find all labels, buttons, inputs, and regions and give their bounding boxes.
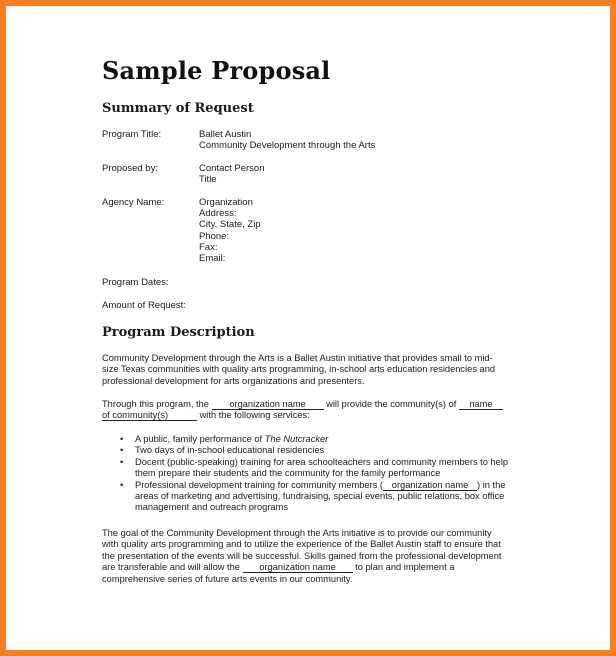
list-item <box>118 434 518 445</box>
paragraph-line <box>102 410 522 421</box>
paragraph-line: with quality arts programming and to utilize the experience of the Ballet Austin staff to ensure that <box>102 539 501 550</box>
proposed-by-line-2: Title <box>199 174 217 185</box>
community-name-blank: name <box>459 400 503 410</box>
summary-heading: Summary of Request <box>102 101 254 116</box>
list-item <box>118 457 518 480</box>
program-dates-label: Program Dates: <box>102 277 169 288</box>
proposed-by-label: Proposed by: <box>102 163 158 174</box>
description-paragraph-3 <box>102 528 522 585</box>
paragraph-line <box>102 399 522 410</box>
list-item-text: them prepare their students and the community for the family performance <box>135 468 441 479</box>
paragraph-line <box>102 562 522 573</box>
list-item <box>118 480 518 514</box>
paragraph-line: Community Development through the Arts is a Ballet Austin initiative that provides small to mid- <box>102 353 493 363</box>
services-list <box>118 434 518 514</box>
paragraph-line: the presentation of the events will be successful. Skills gained from the professional development <box>102 550 502 561</box>
list-item-text: Two days of in-school educational residencies <box>135 445 325 456</box>
list-item <box>118 445 518 456</box>
bullet-icon: • <box>120 479 124 490</box>
proposed-by-line-1: Contact Person <box>199 163 265 174</box>
organization-name-blank: organization name <box>212 400 324 410</box>
agency-line-4: Phone: <box>199 231 230 242</box>
text-segment: with the following services: <box>199 410 310 421</box>
list-item-text: Docent (public-speaking) training for area schoolteachers and community members to help <box>135 456 509 467</box>
agency-line-5: Fax: <box>199 242 218 253</box>
document-title: Sample Proposal <box>102 56 331 85</box>
nutcracker-title: The Nutcracker <box>264 434 329 444</box>
program-description-heading: Program Description <box>102 325 255 340</box>
text-segment: Through this program, the <box>102 399 209 409</box>
agency-line-3: City, State, Zip <box>199 219 261 230</box>
agency-line-6: Email: <box>199 253 226 264</box>
agency-line-1: Organization <box>199 197 253 208</box>
bullet-icon: • <box>120 456 124 467</box>
program-title-line-1: Ballet Austin <box>199 129 252 140</box>
list-item-text <box>135 434 518 445</box>
bullet-icon: • <box>120 434 124 444</box>
amount-of-request-label: Amount of Request: <box>102 300 186 311</box>
text-segment: to plan and implement a <box>355 562 455 573</box>
agency-name-label: Agency Name: <box>102 197 165 208</box>
paragraph-line: professional development for arts organizations and presenters. <box>102 375 365 386</box>
list-item-text: areas of marketing and advertising, fundraising, special events, public relations, box office <box>135 491 505 502</box>
text-segment: A public, family performance of <box>135 434 263 444</box>
list-item-text <box>135 480 518 491</box>
description-paragraph-1 <box>102 353 522 387</box>
community-name-blank-cont: of community(s) <box>102 411 197 421</box>
organization-name-blank: organization name <box>383 481 477 491</box>
text-segment: are transferable and will allow the <box>102 562 240 573</box>
program-title-label: Program Title: <box>102 129 162 140</box>
list-item-text: management and outreach programs <box>135 502 288 513</box>
paragraph-line: size Texas communities with quality arts programming, in-school arts education residencies and <box>102 364 496 375</box>
organization-name-blank: organization name <box>243 563 353 573</box>
text-segment: will provide the community(s) of <box>326 399 457 409</box>
bullet-icon: • <box>120 445 124 456</box>
program-title-line-2: Community Development through the Arts <box>199 140 376 151</box>
paragraph-line: The goal of the Community Development through the Arts initiative is to provide our community <box>102 528 492 538</box>
text-segment: ) in the <box>477 479 506 490</box>
paragraph-line: comprehensive series of future arts events in our community. <box>102 573 353 584</box>
description-paragraph-2 <box>102 399 522 422</box>
text-segment: Professional development training for community members ( <box>135 479 384 490</box>
agency-line-2: Address: <box>199 208 237 219</box>
